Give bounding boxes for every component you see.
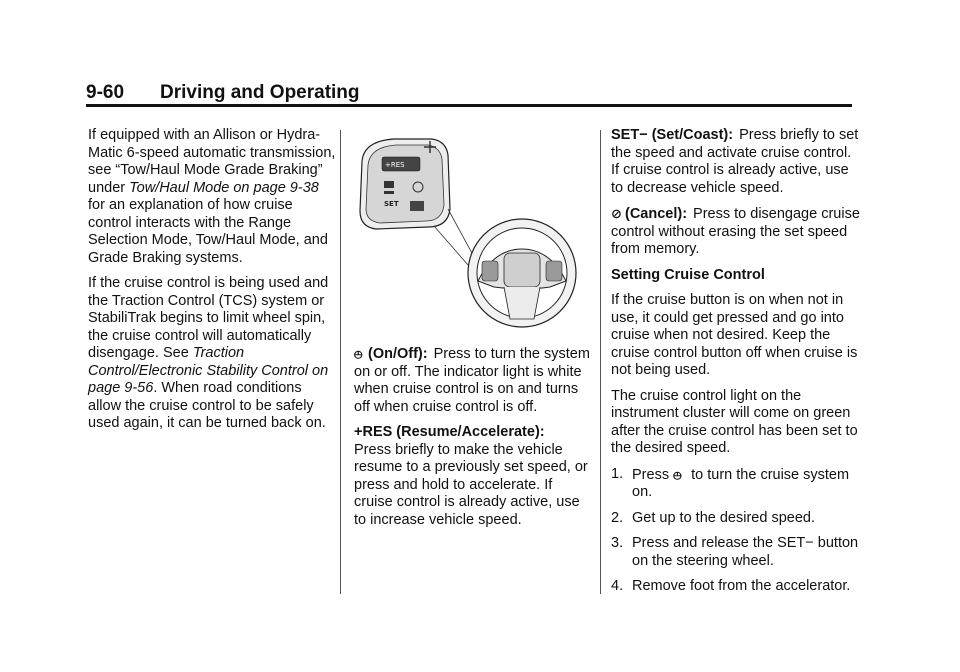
paragraph-warning: If the cruise button is on when not in use, it could get pressed and go into cruise when not desired. Keep the cruise control button off when cruise is not being used.: [611, 292, 858, 378]
column-2: [354, 127, 590, 537]
steering-wheel-figure: [354, 131, 582, 331]
header-rule: [86, 104, 852, 107]
svg-text:+RES: +RES: [385, 161, 405, 169]
paragraph-set-coast: SET− (Set/Coast): Press briefly to set the speed and activate cruise control. If cruise control is already active, use to decrease vehicle speed.: [611, 127, 859, 196]
paragraph-cancel: ⊘ (Cancel): Press to disengage cruise control without erasing the set speed from memory.: [611, 206, 860, 257]
page-header: [86, 82, 852, 106]
column-1: [88, 127, 338, 441]
cancel-icon: ⊘: [611, 206, 622, 221]
paragraph-indicator-light: The cruise control light on the instrument cluster will come on green after the cruise control has been set to the desired speed.: [611, 387, 858, 456]
section-title: Driving and Operating: [160, 82, 360, 103]
paragraph-on-off: ⦺ (On/Off): Press to turn the system on or off. The indicator light is white when cruise control is on and turns off when cruise control is off.: [354, 346, 590, 415]
subheading-setting-cruise-control: Setting Cruise Control: [611, 266, 765, 283]
list-item: 1. Press ⦺ to turn the cruise system on.: [611, 465, 850, 500]
cruise-on-off-icon: ⦺: [673, 466, 682, 482]
list-item: 2. Get up to the desired speed.: [611, 509, 815, 526]
svg-text:SET: SET: [384, 200, 399, 208]
paragraph-transmission: If equipped with an Allison or Hydra-Matic 6-speed automatic transmission, see “Tow/Haul Mode Grade Braking” under Tow/Haul Mode on page 9-38 for an explanation of how cruise control interacts with the Range Selection Mode, Tow/Haul Mode, and Grade Braking systems.: [88, 127, 336, 266]
link-tow-haul-mode[interactable]: Tow/Haul Mode on page 9-38: [129, 179, 319, 196]
list-item: 3. Press and release the SET− button on the steering wheel.: [611, 535, 859, 569]
page-number: 9-60: [86, 82, 125, 103]
column-divider-1: [340, 130, 341, 594]
link-traction-control[interactable]: Traction Control/Electronic Stability Control on page 9-56: [88, 345, 329, 396]
paragraph-traction-control: If the cruise control is being used and the Traction Control (TCS) system or StabiliTrak begins to limit wheel spin, the cruise control will automatically disengage. See Traction Control/Electronic Stability Control on page 9-56. When road conditions allow the cruise control to be safely used again, it can be turned back on.: [88, 275, 329, 431]
column-divider-2: [600, 130, 601, 594]
steps-list: [611, 466, 861, 596]
column-3: [611, 127, 861, 604]
paragraph-resume: +RES (Resume/Accelerate): Press briefly to make the vehicle resume to a previously set speed, or press and hold to accelerate. If cruise control is already active, use to increase vehicle speed.: [354, 424, 588, 528]
cruise-on-off-icon: ⦺: [354, 346, 363, 361]
list-item: 4. Remove foot from the accelerator.: [611, 578, 851, 594]
